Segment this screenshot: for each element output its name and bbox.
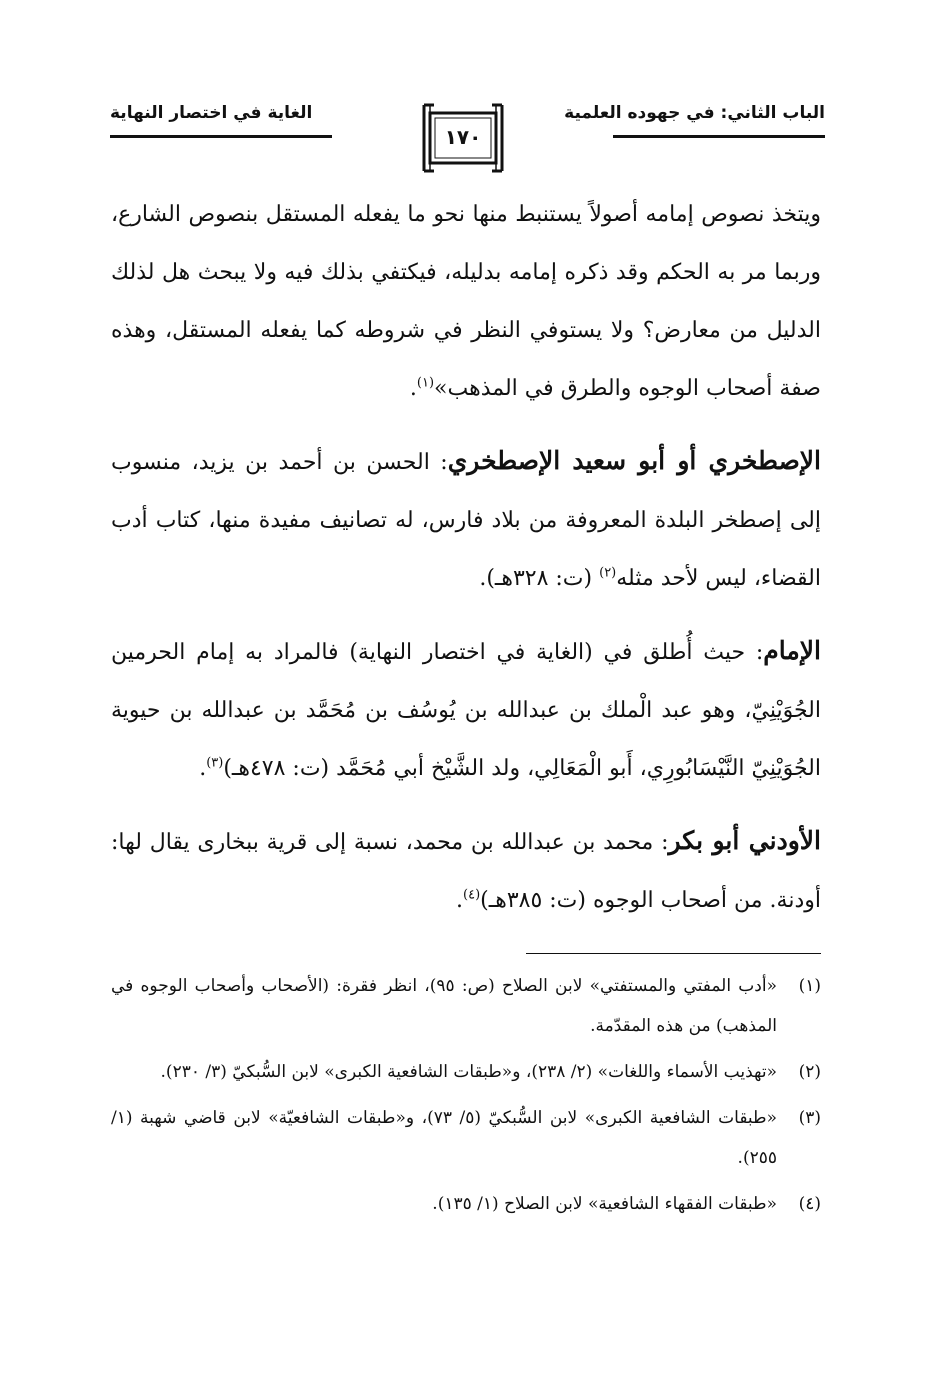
paragraph-1-text: ويتخذ نصوص إمامه أصولاً يستنبط منها نحو ما يفعله المستقل بنصوص الشارع، وربما مر به الحكم وقد ذكره إمامه بدليله، فيكتفي بذلك فيه ولا يبحث هل لذلك الدليل من معارض؟ ولا يستوفي النظر في شروطه كما يفعله المستقل، وهذه صفة أصحاب الوجوه والطرق في المذهب» [111, 202, 821, 401]
paragraph-1-end: . [409, 376, 417, 401]
footnote-item [111, 1184, 821, 1224]
body-text [111, 186, 821, 944]
entry-end-imam: . [199, 756, 207, 781]
footnote-number: (١) [798, 976, 821, 996]
entry-end-istakhri: (ت: ٣٢٨هـ). [479, 566, 600, 591]
footnote-divider [526, 953, 821, 954]
header-rule-left [110, 135, 332, 138]
footnote-ref-2: (٢) [599, 565, 617, 581]
footnote-item [111, 966, 821, 1046]
footnote-ref-3: (٣) [206, 755, 224, 771]
footnote-text: «طبقات الشافعية الكبرى» لابن السُّبكيّ (٥/ ٧٣)، و«طبقات الشافعيّة» لابن قاضي شهبة (١/ ٢٥٥). [111, 1108, 777, 1168]
footnote-number: (٢) [798, 1062, 821, 1082]
entry-term-awdani: الأودني أبو بكر [668, 826, 821, 855]
footnotes [111, 966, 821, 1230]
page-number: ١٧٠ [444, 125, 482, 149]
footnote-ref-1: (١) [416, 375, 435, 391]
header-rule-right [613, 135, 825, 138]
footnote-number: (٣) [798, 1108, 821, 1128]
page-number-frame [422, 97, 504, 175]
entry-text-awdani: : محمد بن عبدالله بن محمد، نسبة إلى قرية ببخارى يقال لها: أودنة. من أصحاب الوجوه (ت: ٣٨٥هـ) [111, 830, 821, 913]
entry-awdani [111, 812, 821, 930]
running-header [110, 95, 825, 185]
footnote-ref-4: (٤) [463, 887, 481, 903]
entry-end-awdani: . [456, 888, 464, 913]
footnote-text: «أدب المفتي والمستفتي» لابن الصلاح (ص: ٩٥)، انظر فقرة: (الأصحاب وأصحاب الوجوه في المذهب) من هذه المقدّمة. [111, 976, 777, 1036]
entry-term-istakhri: الإصطخري أو أبو سعيد الإصطخري [447, 446, 821, 475]
footnote-text: «طبقات الفقهاء الشافعية» لابن الصلاح (١/ ١٣٥). [432, 1194, 777, 1214]
entry-text-imam: : حيث أُطلق في (الغاية في اختصار النهاية) فالمراد به إمام الحرمين الجُوَيْنِيّ، وهو عبد الْملك بن عبدالله بن يُوسُف بن مُحَمَّد بن عبدالله بن حيوية الجُوَيْنِيّ النَّيْسَابُورِي، أَبو الْمَعَالِي، ولد الشَّيْخ أبي مُحَمَّد (ت: ٤٧٨هـ) [111, 640, 821, 781]
paragraph-1 [111, 186, 821, 418]
entry-istakhri [111, 432, 821, 608]
entry-imam [111, 622, 821, 798]
entry-text-istakhri: : الحسن بن أحمد بن يزيد، منسوب إلى إصطخر البلدة المعروفة من بلاد فارس، له تصانيف مفيدة منها، كتاب أدب القضاء، ليس لأحد مثله [111, 450, 821, 591]
footnote-text: «تهذيب الأسماء واللغات» (٢/ ٢٣٨)، و«طبقات الشافعية الكبرى» لابن السُّبكيّ (٣/ ٢٣٠). [160, 1062, 777, 1082]
chapter-title: الباب الثاني: في جهوده العلمية [564, 103, 825, 123]
footnote-item [111, 1098, 821, 1178]
entry-term-imam: الإمام [763, 636, 821, 665]
footnote-item [111, 1052, 821, 1092]
footnote-number: (٤) [798, 1194, 821, 1214]
book-title: الغاية في اختصار النهاية [110, 103, 313, 123]
